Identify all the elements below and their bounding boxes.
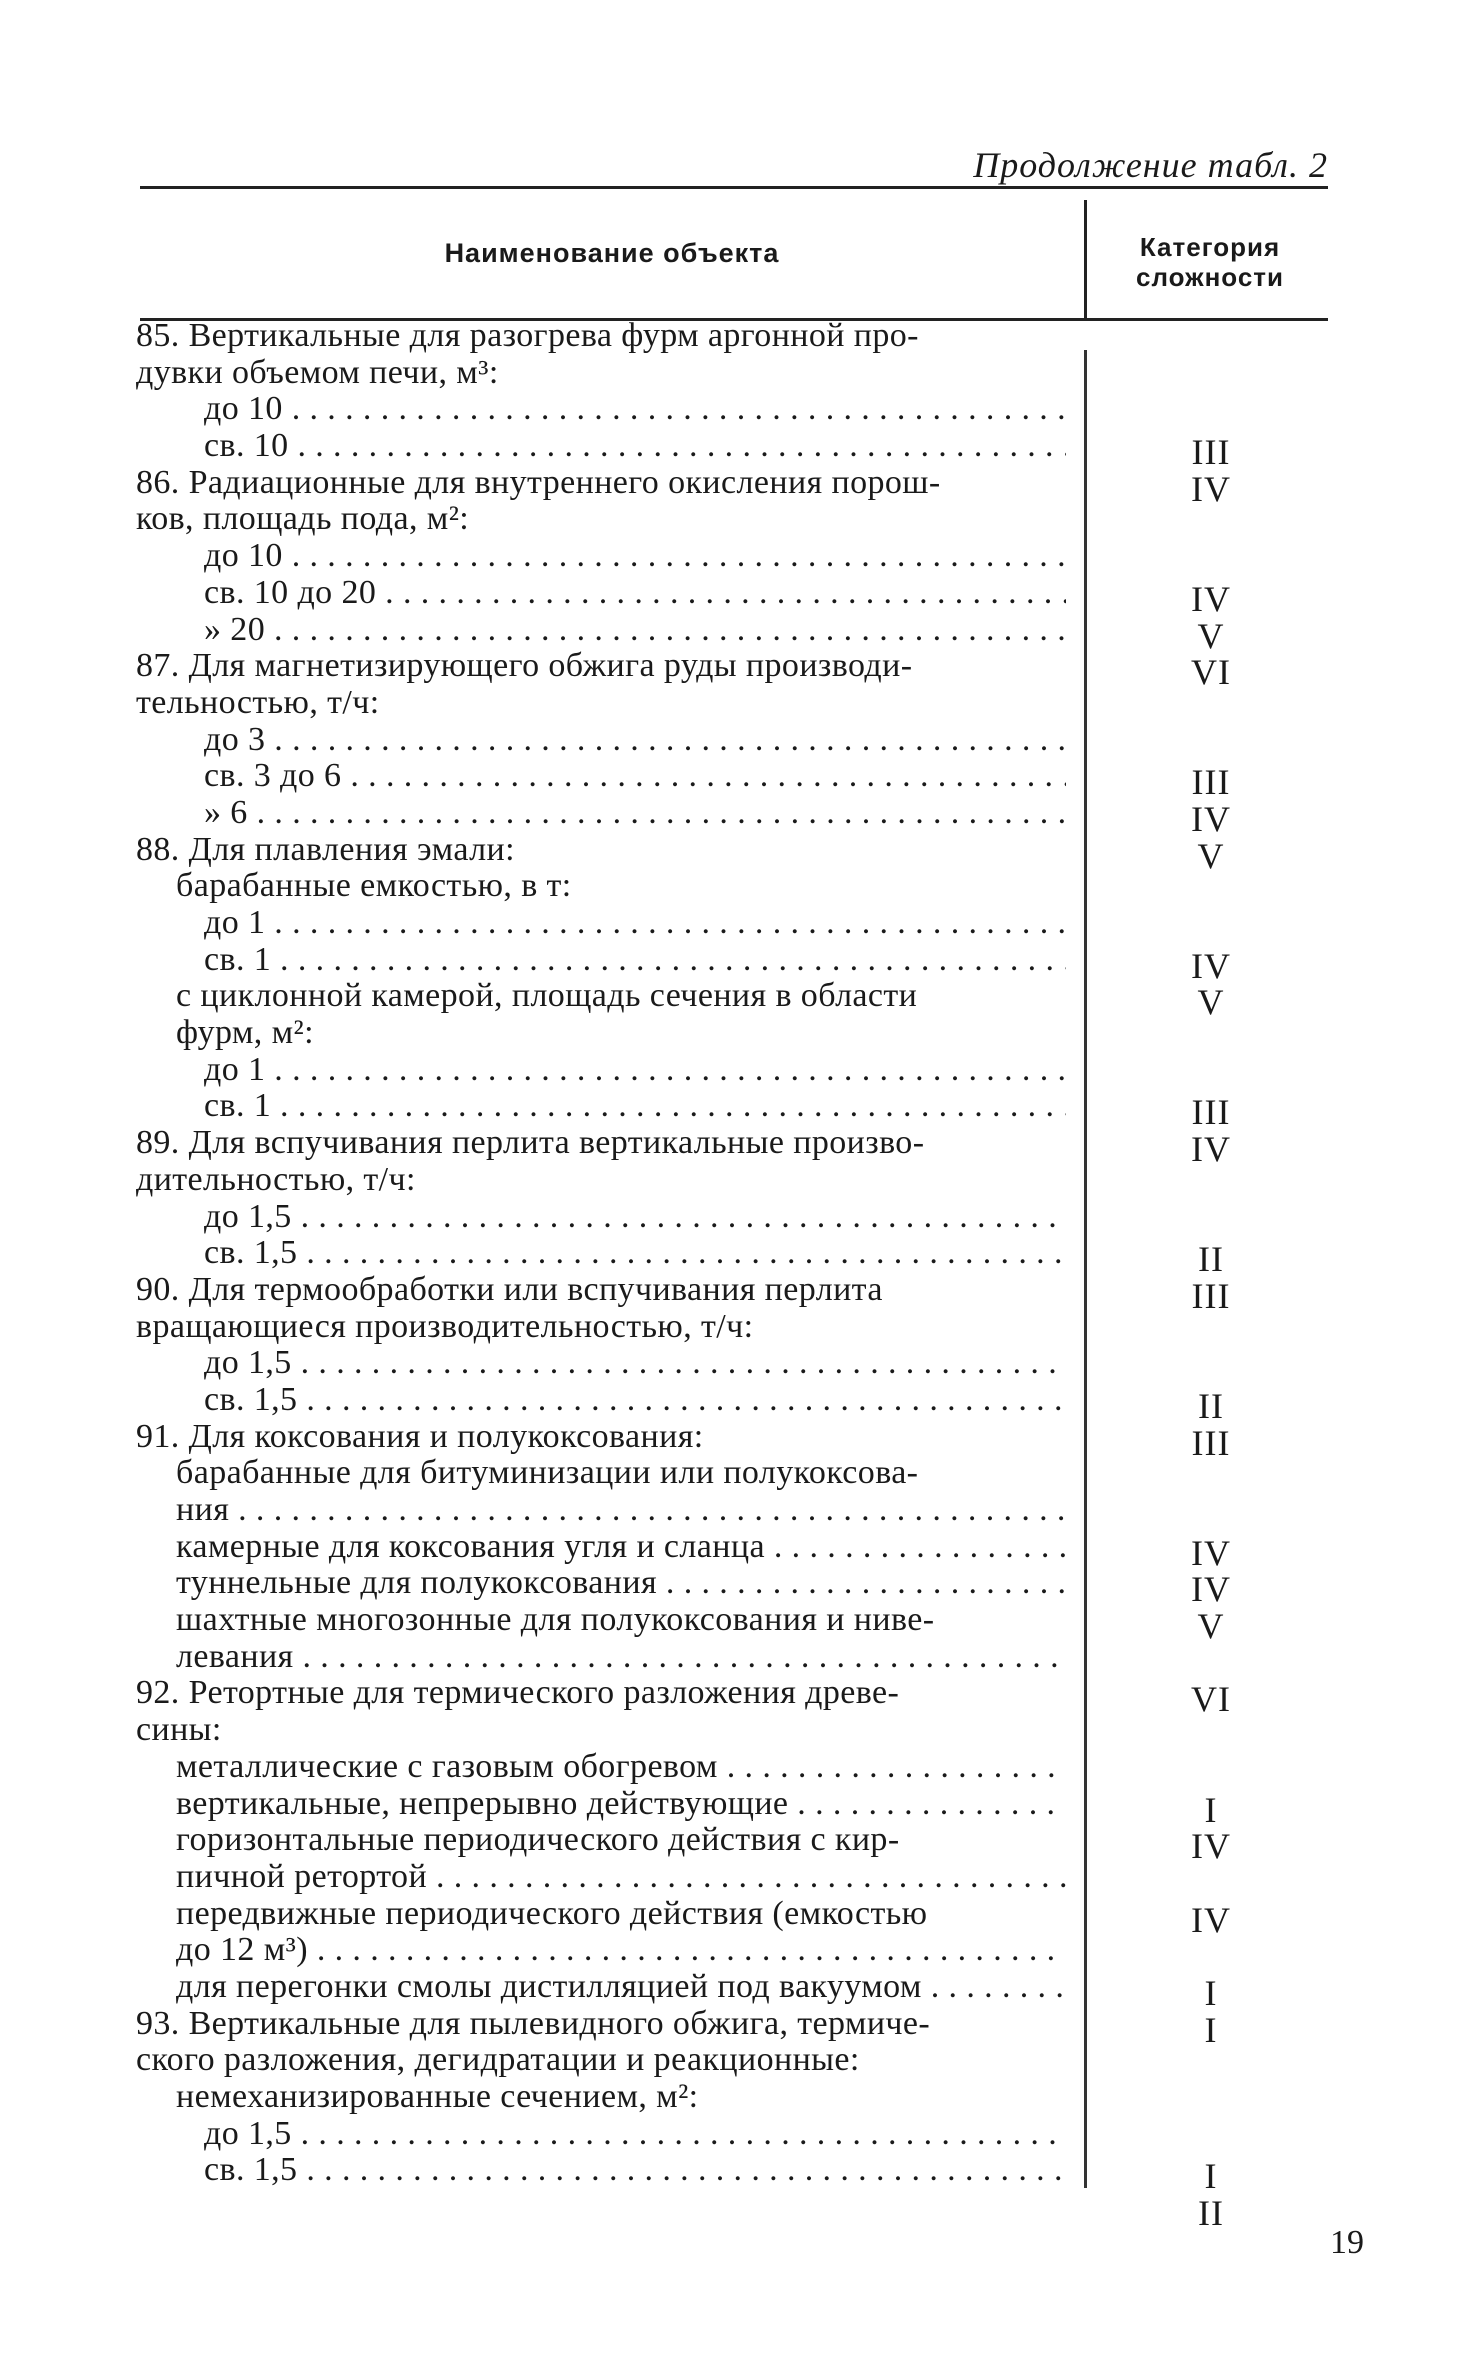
table-row bbox=[136, 1015, 1336, 1052]
row-text: 91. Для коксования и полукоксования: bbox=[136, 1418, 704, 1455]
table-row bbox=[136, 722, 1336, 759]
table-row bbox=[136, 1418, 1336, 1463]
row-text: металлические с газовым обогревом . . . bbox=[176, 1749, 1066, 1785]
row-category: IV bbox=[1191, 1129, 1231, 1170]
row-text: до 1,5 . . . bbox=[204, 1345, 1066, 1381]
row-text: св. 1,5 . . . bbox=[204, 2152, 1066, 2188]
table-row bbox=[136, 1968, 1336, 2013]
row-category: VI bbox=[1191, 652, 1231, 693]
table-row bbox=[136, 1639, 1336, 1676]
row-text: для перегонки смолы дистилляцией под вакуумом . . . bbox=[176, 1969, 1066, 2005]
table-row bbox=[136, 538, 1336, 575]
row-text: 86. Радиационные для внутреннего окисления порош- bbox=[136, 464, 941, 501]
table-row bbox=[136, 1271, 1336, 1316]
row-category: II bbox=[1198, 1385, 1224, 1426]
row-category: I bbox=[1204, 2009, 1218, 2050]
row-category: V bbox=[1197, 982, 1225, 1023]
row-text: вертикальные, непрерывно действующие . . . bbox=[176, 1786, 1066, 1822]
table-row bbox=[136, 2116, 1336, 2153]
table-body bbox=[136, 318, 1336, 2234]
row-text: шахтные многозонные для полукоксования и ниве- bbox=[176, 1602, 935, 1639]
row-text: » 6 . . . bbox=[204, 795, 1066, 831]
row-text: до 12 м³) . . . bbox=[176, 1932, 1066, 1968]
table-row bbox=[136, 574, 1336, 619]
row-text: св. 1 . . . bbox=[204, 1088, 1066, 1124]
row-category: III bbox=[1191, 1092, 1231, 1133]
table-row bbox=[136, 758, 1336, 803]
table-row bbox=[136, 1381, 1336, 1426]
table-row bbox=[136, 611, 1336, 656]
row-category: I bbox=[1204, 2156, 1218, 2197]
column-header-category-line1: Категория bbox=[1139, 232, 1281, 262]
row-text: туннельные для полукоксования . . . bbox=[176, 1565, 1066, 1601]
row-category: V bbox=[1197, 1606, 1225, 1647]
row-category: IV bbox=[1191, 798, 1231, 839]
table-row bbox=[136, 1125, 1336, 1170]
table-row bbox=[136, 1455, 1336, 1492]
table-row bbox=[136, 2005, 1336, 2050]
row-text: до 1 . . . bbox=[204, 905, 1066, 941]
table-row bbox=[136, 1895, 1336, 1940]
table-row bbox=[136, 391, 1336, 428]
row-category: I bbox=[1204, 1972, 1218, 2013]
table-continuation-title: Продолжение табл. 2 bbox=[973, 145, 1328, 185]
table-row bbox=[136, 2079, 1336, 2116]
row-text: передвижные периодического действия (емкостью bbox=[176, 1895, 928, 1932]
page-number: 19 bbox=[1330, 2224, 1364, 2261]
row-text: 87. Для магнетизирующего обжига руды производи- bbox=[136, 648, 913, 685]
table-row bbox=[136, 868, 1336, 905]
row-text: тельностью, т/ч: bbox=[136, 684, 380, 721]
table-row bbox=[136, 464, 1336, 509]
row-text: св. 10 до 20 . . . bbox=[204, 575, 1066, 611]
row-text: сины: bbox=[136, 1712, 222, 1749]
row-text: до 10 . . . bbox=[204, 391, 1066, 427]
row-text: до 1,5 . . . bbox=[204, 2116, 1066, 2152]
row-category: IV bbox=[1191, 945, 1231, 986]
row-text: фурм, м²: bbox=[176, 1015, 314, 1052]
row-category: V bbox=[1197, 835, 1225, 876]
row-text: до 1,5 . . . bbox=[204, 1199, 1066, 1235]
table-row bbox=[136, 1822, 1336, 1867]
table-row bbox=[136, 1859, 1336, 1896]
row-category: III bbox=[1191, 432, 1231, 473]
row-text: барабанные для битуминизации или полукоксова- bbox=[176, 1455, 919, 1492]
row-text: 88. Для плавления эмали: bbox=[136, 831, 515, 868]
table-row bbox=[136, 1932, 1336, 1969]
row-category: IV bbox=[1191, 578, 1231, 619]
row-text: св. 1 . . . bbox=[204, 942, 1066, 978]
row-text: вращающиеся производительностью, т/ч: bbox=[136, 1308, 754, 1345]
table-row bbox=[136, 1528, 1336, 1573]
row-category: IV bbox=[1191, 1899, 1231, 1940]
table-row bbox=[136, 831, 1336, 876]
table-row bbox=[136, 2042, 1336, 2079]
row-category: II bbox=[1198, 2193, 1224, 2234]
row-text: » 20 . . . bbox=[204, 612, 1066, 648]
table-row bbox=[136, 1602, 1336, 1647]
row-category: III bbox=[1191, 1275, 1231, 1316]
row-category: IV bbox=[1191, 1532, 1231, 1573]
row-text: ского разложения, дегидратации и реакционные: bbox=[136, 2042, 860, 2079]
table-row bbox=[136, 1235, 1336, 1280]
row-text: дительностью, т/ч: bbox=[136, 1161, 416, 1198]
row-text: 93. Вертикальные для пылевидного обжига, термиче- bbox=[136, 2005, 931, 2042]
row-category: V bbox=[1197, 615, 1225, 656]
row-text: камерные для коксования угля и сланца . . . bbox=[176, 1529, 1066, 1565]
table-row bbox=[136, 1088, 1336, 1133]
row-text: ков, площадь пода, м²: bbox=[136, 501, 470, 538]
table-row bbox=[136, 2189, 1336, 2234]
table-row bbox=[136, 1565, 1336, 1610]
table-row bbox=[136, 1749, 1336, 1786]
row-category: III bbox=[1191, 762, 1231, 803]
row-text: св. 10 . . . bbox=[204, 428, 1066, 464]
row-category: IV bbox=[1191, 1569, 1231, 1610]
row-category: I bbox=[1204, 1789, 1218, 1830]
row-text: дувки объемом печи, м³: bbox=[136, 354, 499, 391]
table-row bbox=[136, 794, 1336, 839]
row-text: горизонтальные периодического действия с кир- bbox=[176, 1822, 900, 1859]
table-row bbox=[136, 905, 1336, 942]
row-text: до 10 . . . bbox=[204, 538, 1066, 574]
row-text: пичной ретортой . . . bbox=[176, 1859, 1066, 1895]
top-rule bbox=[140, 186, 1328, 189]
table-row bbox=[136, 501, 1336, 538]
row-text: св. 1,5 . . . bbox=[204, 1235, 1066, 1271]
table-row bbox=[136, 355, 1336, 392]
column-header-name: Наименование объекта bbox=[444, 238, 780, 268]
table-row bbox=[136, 941, 1336, 986]
table-row bbox=[136, 1712, 1336, 1749]
row-text: 89. Для вспучивания перлита вертикальные произво- bbox=[136, 1125, 925, 1162]
row-category: III bbox=[1191, 1422, 1231, 1463]
table-row bbox=[136, 1199, 1336, 1236]
table-row bbox=[136, 1162, 1336, 1199]
table-row bbox=[136, 685, 1336, 722]
column-header-category-line2: сложности bbox=[1135, 262, 1285, 292]
row-text: до 1 . . . bbox=[204, 1052, 1066, 1088]
column-header-category bbox=[1092, 232, 1328, 292]
row-text: св. 3 до 6 . . . bbox=[204, 758, 1066, 794]
row-text: 85. Вертикальные для разогрева фурм аргонной про- bbox=[136, 318, 919, 354]
table-row bbox=[136, 1675, 1336, 1720]
row-text: 92. Ретортные для термического разложения древе- bbox=[136, 1675, 900, 1712]
table-row bbox=[136, 1785, 1336, 1830]
header-column-divider bbox=[1084, 200, 1087, 318]
row-category: II bbox=[1198, 1239, 1224, 1280]
table-row bbox=[136, 2152, 1336, 2197]
row-text: св. 1,5 . . . bbox=[204, 1382, 1066, 1418]
row-text: левания . . . bbox=[176, 1639, 1066, 1675]
row-text: 90. Для термообработки или вспучивания перлита bbox=[136, 1271, 883, 1308]
table-row bbox=[136, 318, 1336, 355]
table-row bbox=[136, 1052, 1336, 1089]
row-text: с циклонной камерой, площадь сечения в области bbox=[176, 978, 918, 1015]
row-text: барабанные емкостью, в т: bbox=[176, 868, 572, 905]
row-text: немеханизированные сечением, м²: bbox=[176, 2079, 699, 2115]
row-category: IV bbox=[1191, 1826, 1231, 1867]
table-row bbox=[136, 1309, 1336, 1346]
table-row bbox=[136, 1345, 1336, 1382]
table-row bbox=[136, 648, 1336, 693]
row-category: IV bbox=[1191, 468, 1231, 509]
table-row bbox=[136, 428, 1336, 473]
row-category: VI bbox=[1191, 1679, 1231, 1720]
table-row bbox=[136, 978, 1336, 1023]
row-text: до 3 . . . bbox=[204, 722, 1066, 758]
row-text: ния . . . bbox=[176, 1492, 1066, 1528]
table-row bbox=[136, 1492, 1336, 1529]
